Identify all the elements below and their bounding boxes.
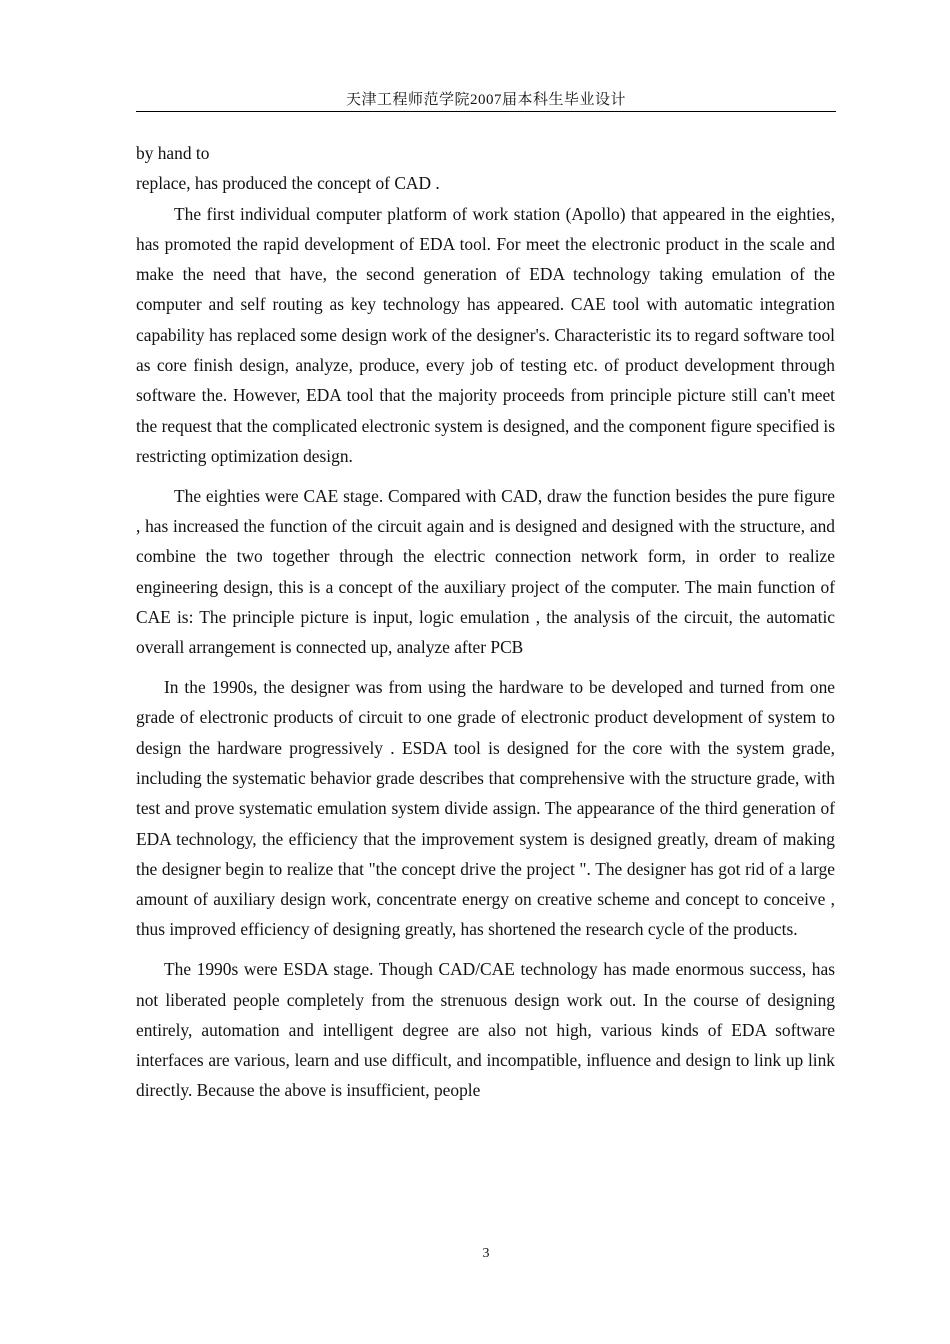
paragraph: The eighties were CAE stage. Compared with CAD, draw the function besides the pure figure , has increased the function of the circuit again and is designed and designed with the structure, and combine the two together through the electric connection network form, in order to realize engineering design, this is a concept of the auxiliary project of the computer. The main function of CAE is: The principle picture is input, logic emulation , the analysis of the circuit, the automatic overall arrangement is connected up, analyze after PCB <box>136 485 835 658</box>
paragraph: The 1990s were ESDA stage. Though CAD/CAE technology has made enormous success, has not liberated people completely from the strenuous design work out. In the course of designing entirely, automation and intelligent degree are also not high, various kinds of EDA software interfaces are various, learn and use difficult, and incompatible, influence and design to link up link directly. Because the above is insufficient, people <box>136 959 835 1101</box>
paragraph: In the 1990s, the designer was from using the hardware to be developed and turned from one grade of electronic products of circuit to one grade of electronic product development of system to design the hardware progressively . ESDA tool is designed for the core with the system grade, including the systematic behavior grade describes that comprehensive with the structure grade, with test and prove systematic emulation system divide assign. The appearance of the third generation of EDA technology, the efficiency that the improvement system is designed greatly, dream of making the designer begin to realize that "the concept drive the project ". The designer has got rid of a large amount of auxiliary design work, concentrate energy on creative scheme and concept to conceive , thus improved efficiency of designing greatly, has shortened the research cycle of the products. <box>136 677 835 940</box>
document-body <box>136 138 835 1106</box>
text-line: replace, has produced the concept of CAD . <box>136 173 440 194</box>
paragraph: The first individual computer platform of work station (Apollo) that appeared in the eighties, has promoted the rapid development of EDA tool. For meet the electronic product in the scale and make the need that have, the second generation of EDA technology taking emulation of the computer and self routing as key technology has appeared. CAE tool with automatic integration capability has replaced some design work of the designer's. Characteristic its to regard software tool as core finish design, analyze, produce, every job of testing etc. of product development through software the. However, EDA tool that the majority proceeds from principle picture still can't meet the request that the complicated electronic system is designed, and the component figure specified is restricting optimization design. <box>136 203 835 466</box>
page-header: 天津工程师范学院2007届本科生毕业设计 <box>136 89 836 112</box>
page-number: 3 <box>482 1246 490 1261</box>
text-line: by hand to <box>136 143 210 163</box>
